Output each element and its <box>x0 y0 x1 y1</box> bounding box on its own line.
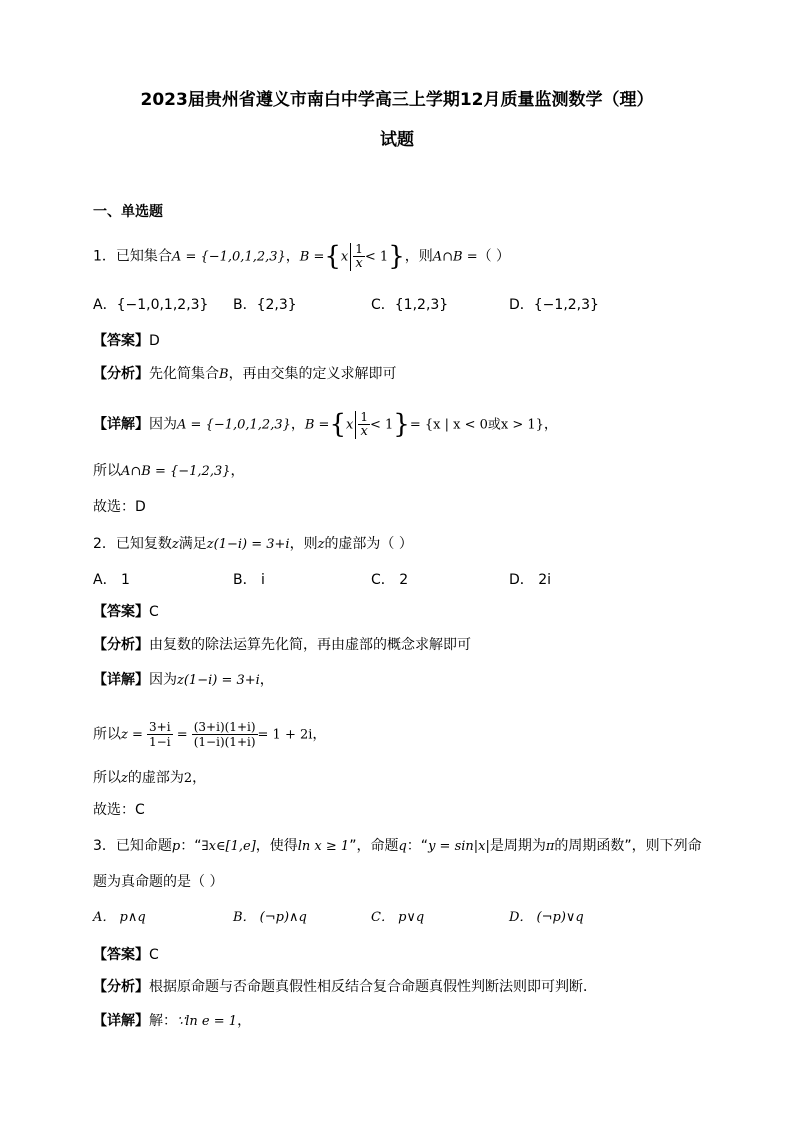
q3-answer: 【答案】C <box>93 947 159 963</box>
q2-option-b[interactable]: B． i <box>233 572 265 588</box>
q1-so: 所以A∩B = {−1,2,3}， <box>93 463 245 479</box>
q2-analysis: 【分析】由复数的除法运算先化简，再由虚部的概念求解即可 <box>93 637 471 653</box>
q2-choose: 故选：C <box>93 802 145 818</box>
q1-option-c[interactable]: C．{1,2,3} <box>371 297 449 313</box>
q3-option-a[interactable]: A． p∧q <box>93 910 146 925</box>
q1-stem: 1．已知集合A = {−1,0,1,2,3}，B ={x $\frac{1}{x}$ < 1}，则A∩B =（ ） <box>93 241 511 272</box>
document-title: 2023届贵州省遵义市南白中学高三上学期12月质量监测数学（理） <box>140 90 654 110</box>
document-title-line2: 试题 <box>380 130 414 150</box>
q2-stem: 2．已知复数z满足z(1−i) = 3+i，则z的虚部为（ ） <box>93 536 413 552</box>
q1-option-d[interactable]: D．{−1,2,3} <box>509 297 599 313</box>
q1-option-a[interactable]: A．{−1,0,1,2,3} <box>93 297 209 313</box>
q3-stem: 3．已知命题p：“∃x∈[1,e]，使得ln x ≥ 1”，命题q：“y = sin|x|是周期为π的周期函数”，则下列命 <box>93 838 702 854</box>
q2-option-a[interactable]: A． 1 <box>93 572 130 588</box>
section-heading: 一、单选题 <box>93 204 163 220</box>
q3-option-d[interactable]: D． (¬p)∨q <box>509 910 584 925</box>
q3-option-c[interactable]: C． p∨q <box>371 910 425 925</box>
q3-option-b[interactable]: B． (¬p)∧q <box>233 910 307 925</box>
q1-detail: 【详解】因为A = {−1,0,1,2,3}，B ={x $\frac{1}{x}$ < 1}= {x | x < 0或x > 1}， <box>93 409 558 440</box>
q1-choose: 故选：D <box>93 499 146 515</box>
q2-option-d[interactable]: D． 2i <box>509 572 552 588</box>
q3-detail: 【详解】解：∵ln e = 1， <box>93 1013 252 1029</box>
q2-imag: 所以z的虚部为2， <box>93 770 207 786</box>
q2-detail: 【详解】因为z(1−i) = 3+i， <box>93 672 274 688</box>
q3-analysis: 【分析】根据原命题与否命题真假性相反结合复合命题真假性判断法则即可判断． <box>93 979 597 995</box>
q1-option-b[interactable]: B．{2,3} <box>233 297 297 313</box>
q2-computation: 所以z = $\frac{3+i}{1-i}$ = $\frac{(3+i)(1+i)}{(1-i)(1+i)}$ = 1 + 2i， <box>93 720 327 749</box>
fraction: $\frac{1}{x}$ <box>360 410 368 439</box>
q2-option-c[interactable]: C． 2 <box>371 572 409 588</box>
q3-stem-line2: 题为真命题的是（ ） <box>93 874 224 890</box>
q2-answer: 【答案】C <box>93 604 159 620</box>
fraction: $\frac{(3+i)(1+i)}{(1-i)(1+i)}$ <box>193 720 256 749</box>
fraction: $\frac{3+i}{1-i}$ <box>149 720 171 749</box>
fraction: $\frac{1}{x}$ <box>355 242 363 271</box>
q1-answer: 【答案】D <box>93 333 160 349</box>
q1-analysis: 【分析】先化简集合B，再由交集的定义求解即可 <box>93 366 397 382</box>
